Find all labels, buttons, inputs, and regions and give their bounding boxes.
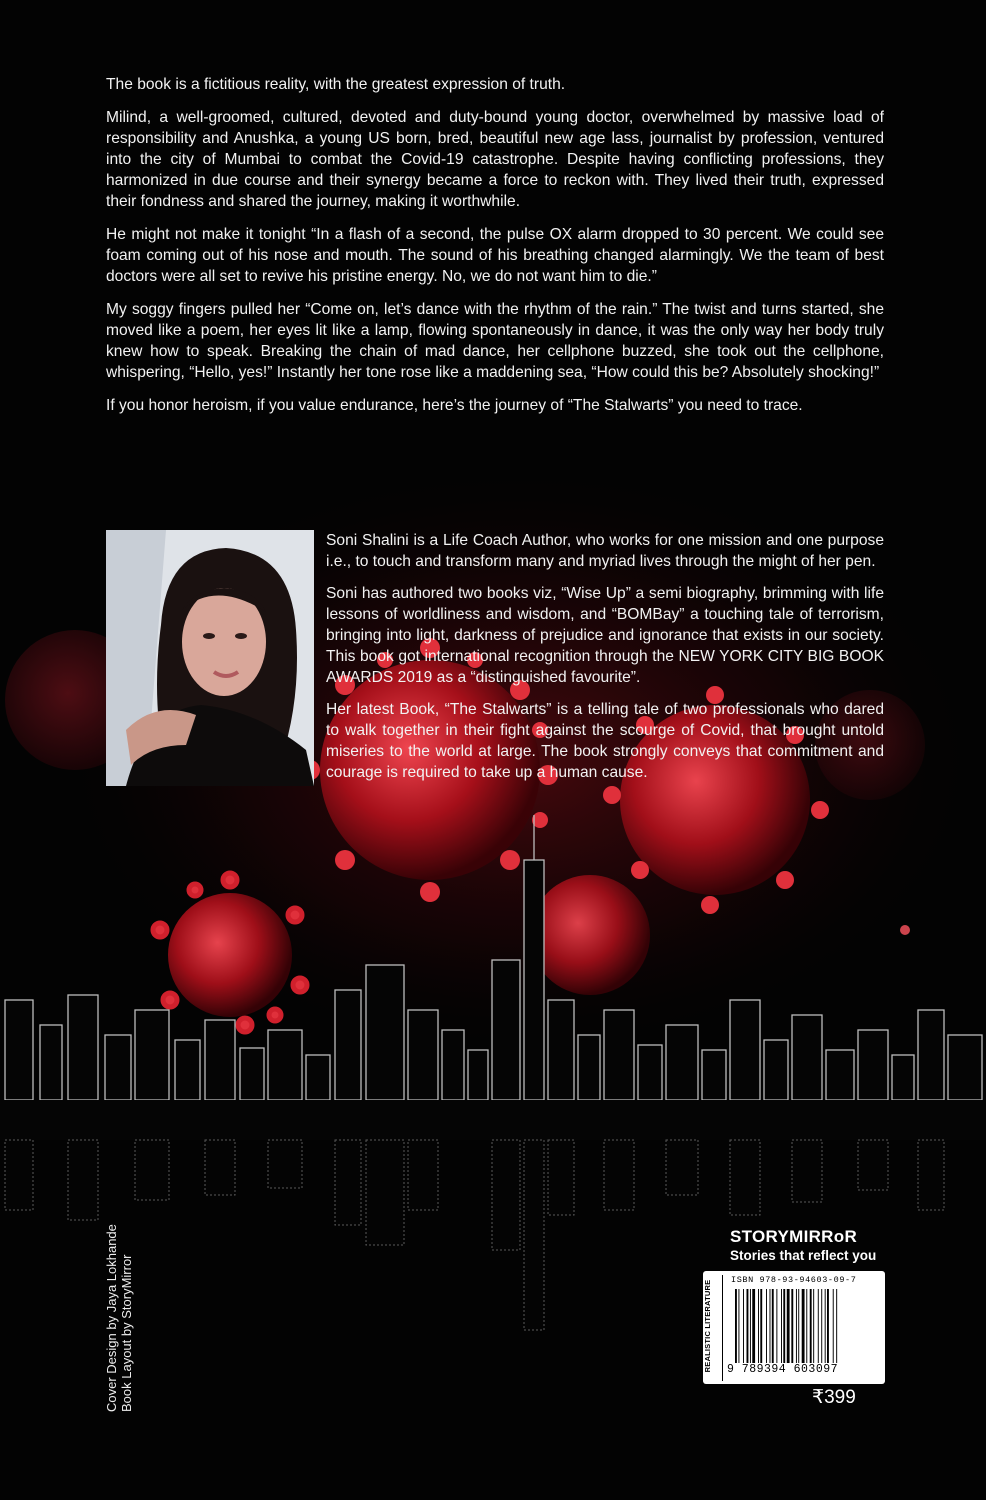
cover-design-credit: Cover Design by Jaya Lokhande	[104, 1224, 119, 1412]
publisher-brand	[730, 1227, 876, 1263]
publisher-logo: STORYMIRRoR	[730, 1227, 858, 1246]
author-bio	[106, 530, 884, 794]
blurb-paragraph: The book is a fictitious reality, with the greatest expression of truth.	[106, 76, 566, 93]
layout-credit: Book Layout by StoryMirror	[119, 1254, 134, 1412]
isbn-barcode-box	[703, 1271, 885, 1384]
blurb-text	[106, 74, 884, 428]
virus-mid-right	[530, 875, 650, 995]
author-paragraph: Soni Shalini is a Life Coach Author, who works for one mission and one purpose i.e., to touch and transform many and myriad lives through the might of her pen.	[326, 532, 884, 570]
price-label: ₹399	[812, 1387, 856, 1408]
barcode-icon	[733, 1289, 879, 1363]
author-portrait	[106, 530, 314, 786]
divider	[722, 1275, 723, 1381]
author-paragraph: Soni has authored two books viz, “Wise Up” a semi biography, brimming with life lessons of worldliness and wisdom, and “BOMBay” a touching tale of terrorism, bringing into light, darkness of prejudice and ignorance that exists in our society. This book got international recognition through the NEW YORK CITY BIG BOOK AWARDS 2019 as a “distinguished favourite”.	[326, 585, 884, 686]
author-photo	[106, 530, 314, 786]
design-credits	[104, 1224, 134, 1412]
isbn-label: ISBN 978-93-94603-09-7	[731, 1275, 857, 1285]
blurb-paragraph: My soggy fingers pulled her “Come on, let’s dance with the rhythm of the rain.” The twist and turns started, she moved like a poem, her eyes lit like a lamp, flowing spontaneously in dance, it was the only way her body truly knew how to speak. Breaking the chain of mad dance, her cellphone buzzed, she took out the cellphone, whispering, “Hello, yes!” Instantly her tone rose like a maddening sea, “How could this be? Absolutely shocking!”	[106, 301, 884, 381]
publisher-tagline: Stories that reflect you	[730, 1248, 877, 1263]
blurb-paragraph: He might not make it tonight “In a flash of a second, the pulse OX alarm dropped to 30 percent. We could see foam coming out of his nose and mouth. The sound of his breathing changed alarmingly. We the team of best doctors were all set to revive his pristine energy. No, we do not want him to die.”	[106, 226, 884, 285]
blurb-paragraph: Milind, a well-groomed, cultured, devoted and duty-bound young doctor, overwhelmed by massive load of responsibility and Anushka, a young US born, bred, beautiful new age lass, journalist by profession, ventured into the city of Mumbai to combat the Covid-19 catastrophe. Despite having conflicting professions, they harmonized in due course and their synergy became a force to reckon with. They lived their truth, expressed their fondness and shared the journey, making it worthwhile.	[106, 109, 884, 210]
author-paragraph: Her latest Book, “The Stalwarts” is a telling tale of two professionals who dared to walk together in their fight against the scourge of Covid, that brought untold miseries to the world at large. The book strongly conveys that commitment and courage is required to take up a human cause.	[326, 701, 884, 781]
genre-label: REALISTIC LITERATURE	[703, 1279, 712, 1373]
isbn-digits: 9 789394 603097	[727, 1363, 839, 1376]
blurb-paragraph: If you honor heroism, if you value endurance, here’s the journey of “The Stalwarts” you need to trace.	[106, 397, 803, 414]
